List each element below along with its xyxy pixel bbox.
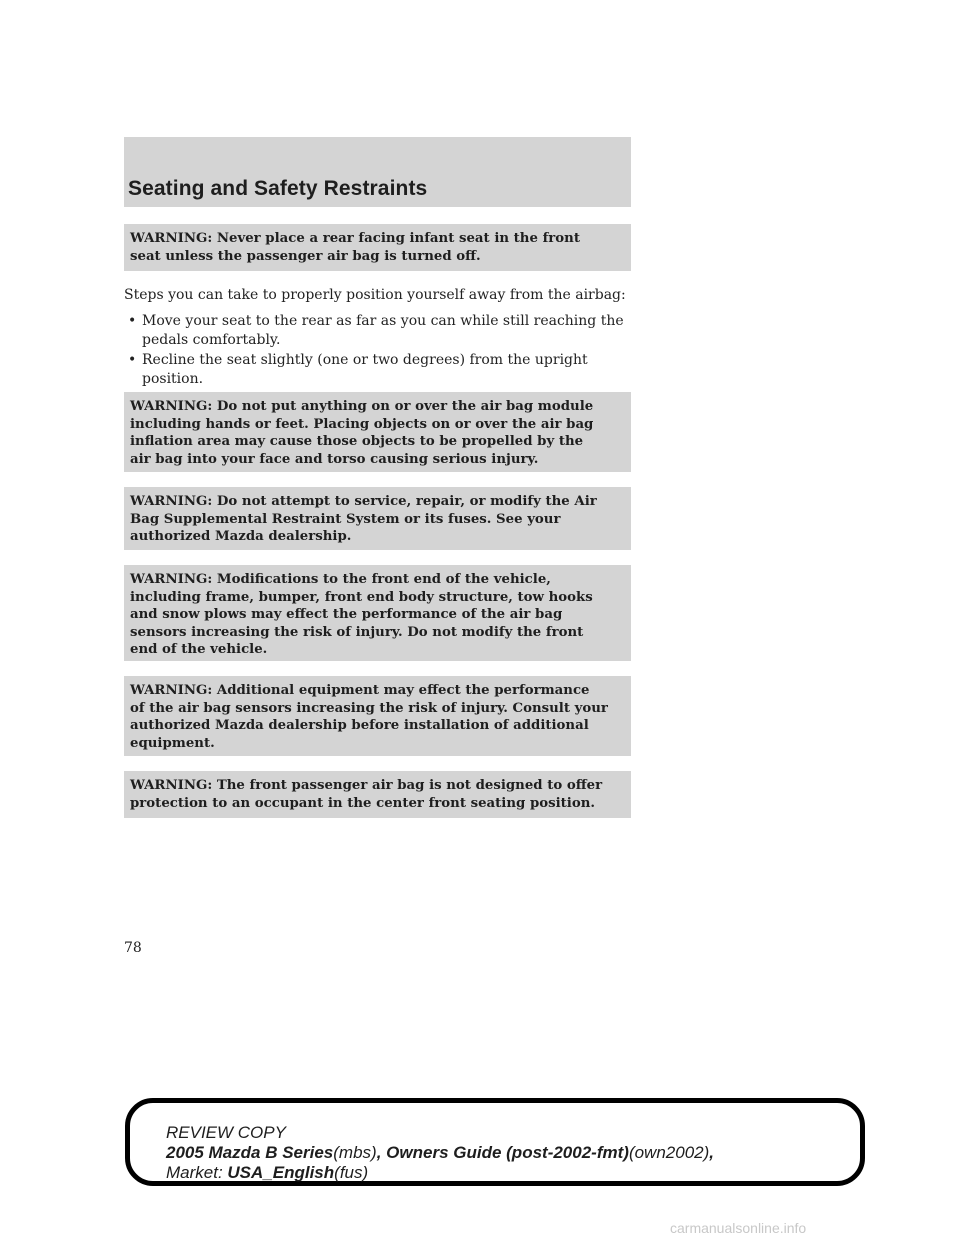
warning-line: authorized Mazda dealership. [130,529,352,545]
model-name: 2005 Mazda B Series [166,1143,334,1162]
guide-name: Owners Guide (post-2002-fmt) [386,1143,629,1162]
page-number: 78 [124,940,142,956]
trailing-comma: , [709,1143,714,1162]
review-market-line [166,1163,368,1183]
separator: , [376,1143,387,1162]
warning-line: Bag Supplemental Restraint System or its fuses. See your [130,511,561,527]
warning-line: air bag into your face and torso causing serious injury. [130,451,539,467]
warning-box [124,565,631,661]
warning-line: WARNING: The front passenger air bag is not designed to offer [130,778,603,793]
warning-line: WARNING: Never place a rear facing infant seat in the front [130,231,580,246]
warning-box [124,392,631,472]
warning-box [124,676,631,756]
bullet-icon: • [128,313,137,329]
warning-line: WARNING: Additional equipment may effect the performance [130,683,590,698]
warning-line: including frame, bumper, front end body structure, tow hooks [130,589,593,605]
warning-line: and snow plows may effect the performance of the air bag [130,607,563,623]
guide-code: (own2002) [628,1143,710,1162]
review-copy-label: REVIEW COPY [166,1123,286,1142]
warning-line: seat unless the passenger air bag is turned off. [130,248,481,264]
page-section-title: Seating and Safety Restraints [128,177,428,200]
bullet-icon: • [128,352,137,368]
list-item-line: Move your seat to the rear as far as you can while still reaching the [142,313,624,329]
warning-line: including hands or feet. Placing objects on or over the air bag [130,416,594,432]
intro-text: Steps you can take to properly position yourself away from the airbag: [124,287,626,303]
warning-line: WARNING: Do not attempt to service, repair, or modify the Air [130,494,597,509]
warning-line: protection to an occupant in the center front seating position. [130,795,596,811]
watermark-text: carmanualsonline.info [670,1220,807,1236]
market-name: USA_English [227,1163,335,1182]
model-code: (mbs) [333,1143,377,1162]
list-item-line: Recline the seat slightly (one or two degrees) from the upright [142,352,588,368]
warning-line: authorized Mazda dealership before installation of additional [130,718,589,734]
list-item-line: position. [142,371,204,387]
warning-line: sensors increasing the risk of injury. Do not modify the front [130,624,584,640]
list-item-line: pedals comfortably. [142,332,281,348]
warning-line: equipment. [130,735,215,751]
warning-line: WARNING: Do not put anything on or over the air bag module [130,399,594,414]
market-code: (fus) [334,1163,369,1182]
warning-line: WARNING: Modifications to the front end of the vehicle, [130,572,551,587]
warning-box [124,487,631,550]
market-label: Market: [166,1163,228,1182]
warning-line: end of the vehicle. [130,642,268,658]
warning-box [124,224,631,271]
review-model-line [166,1143,714,1163]
warning-line: inflation area may cause those objects to be propelled by the [130,434,584,450]
warning-line: of the air bag sensors increasing the risk of injury. Consult your [130,700,608,716]
warning-box [124,771,631,818]
